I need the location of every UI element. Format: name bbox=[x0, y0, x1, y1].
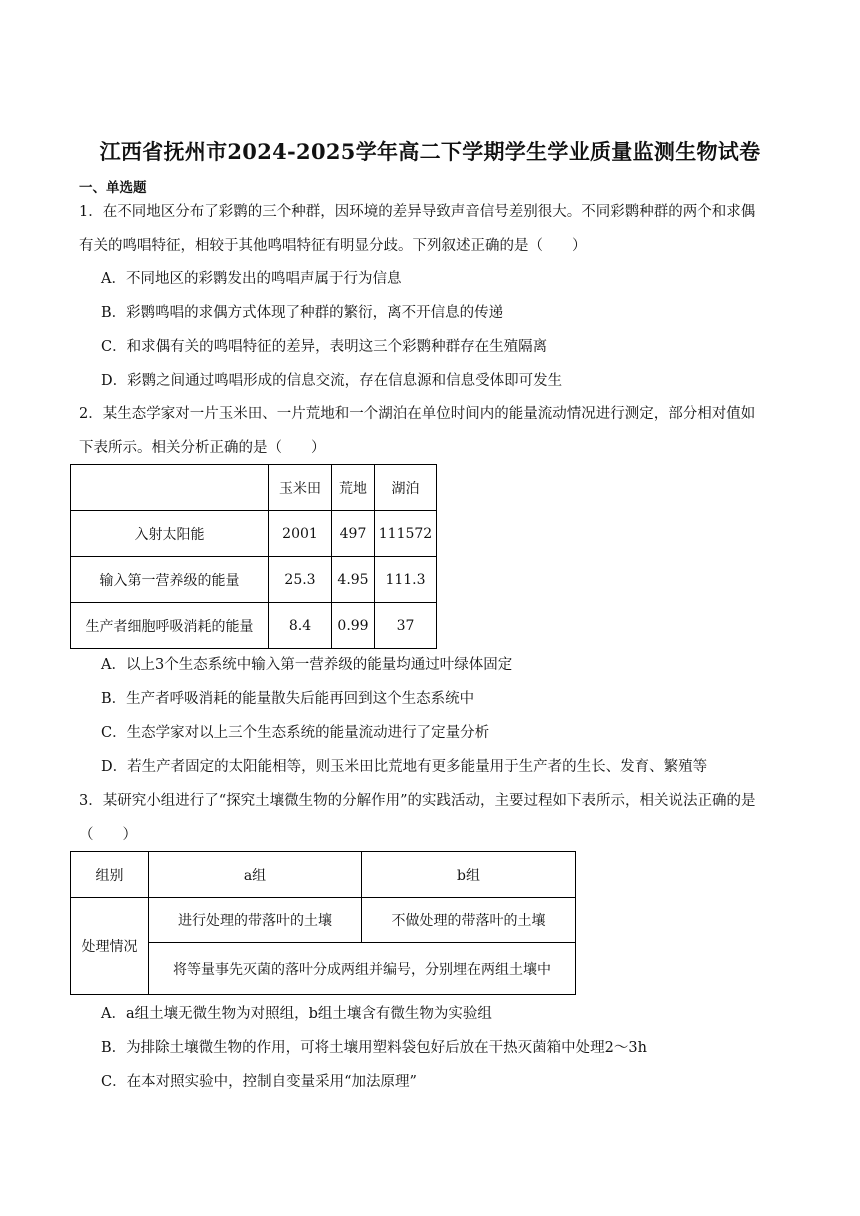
question-3-stem-line-2: （ ） bbox=[79, 827, 137, 843]
table-header-cell: 荒地 bbox=[332, 465, 375, 511]
question-2-option-a: A．以上3个生态系统中输入第一营养级的能量均通过叶绿体固定 bbox=[101, 657, 513, 673]
question-2-option-b: B．生产者呼吸消耗的能量散失后能再回到这个生态系统中 bbox=[101, 691, 475, 707]
table-header-cell: 湖泊 bbox=[375, 465, 437, 511]
question-1-stem-line-1: 1．在不同地区分布了彩鹮的三个种群，因环境的差异导致声音信号差别很大。不同彩鹮种群的两个和求偶 bbox=[79, 204, 756, 220]
section-heading: 一、单选题 bbox=[79, 180, 147, 196]
table-cell: 2001 bbox=[269, 511, 332, 557]
table-cell: 将等量事先灭菌的落叶分成两组并编号，分别埋在两组土壤中 bbox=[149, 943, 576, 995]
question-3-option-b: B．为排除土壤微生物的作用，可将土壤用塑料袋包好后放在干热灭菌箱中处理2～3h bbox=[101, 1040, 647, 1056]
document-title: 江西省抚州市2024-2025学年高二下学期学生学业质量监测生物试卷 bbox=[99, 139, 761, 164]
table-row-label: 输入第一营养级的能量 bbox=[71, 557, 269, 603]
table-cell: 8.4 bbox=[269, 603, 332, 649]
question-1-option-b: B．彩鹮鸣唱的求偶方式体现了种群的繁衍，离不开信息的传递 bbox=[101, 305, 504, 321]
table-header-cell: 玉米田 bbox=[269, 465, 332, 511]
table-cell: 37 bbox=[375, 603, 437, 649]
question-3-stem-line-1: 3．某研究小组进行了“探究土壤微生物的分解作用”的实践活动，主要过程如下表所示，相关说法正确的是 bbox=[79, 793, 756, 809]
question-2-stem-line-2: 下表所示。相关分析正确的是（ ） bbox=[79, 440, 326, 456]
table-row-label: 处理情况 bbox=[71, 898, 149, 995]
question-2-option-d: D．若生产者固定的太阳能相等，则玉米田比荒地有更多能量用于生产者的生长、发育、繁殖等 bbox=[101, 759, 708, 775]
question-1-option-c: C．和求偶有关的鸣唱特征的差异，表明这三个彩鹮种群存在生殖隔离 bbox=[101, 339, 548, 355]
table-cell: 497 bbox=[332, 511, 375, 557]
question-1-option-d: D．彩鹮之间通过鸣唱形成的信息交流，存在信息源和信息受体即可发生 bbox=[101, 373, 563, 389]
table-cell: 进行处理的带落叶的土壤 bbox=[149, 898, 362, 943]
table-row-label: 生产者细胞呼吸消耗的能量 bbox=[71, 603, 269, 649]
question-1-stem-line-2: 有关的鸣唱特征，相较于其他鸣唱特征有明显分歧。下列叙述正确的是（ ） bbox=[79, 238, 587, 254]
table-cell: 111572 bbox=[375, 511, 437, 557]
energy-flow-table bbox=[70, 464, 437, 649]
table-cell: 0.99 bbox=[332, 603, 375, 649]
question-3-option-c: C．在本对照实验中，控制自变量采用“加法原理” bbox=[101, 1074, 417, 1090]
table-cell: 25.3 bbox=[269, 557, 332, 603]
question-2-stem-line-1: 2．某生态学家对一片玉米田、一片荒地和一个湖泊在单位时间内的能量流动情况进行测定，部分相对值如 bbox=[79, 406, 756, 422]
table-header-cell bbox=[71, 465, 269, 511]
table-row-label: 入射太阳能 bbox=[71, 511, 269, 557]
experiment-table bbox=[70, 851, 576, 995]
table-header-cell: 组别 bbox=[71, 852, 149, 898]
table-cell: 4.95 bbox=[332, 557, 375, 603]
question-1-option-a: A．不同地区的彩鹮发出的鸣唱声属于行为信息 bbox=[101, 271, 402, 287]
question-3-option-a: A．a组土壤无微生物为对照组，b组土壤含有微生物为实验组 bbox=[101, 1006, 492, 1022]
table-header-cell: b组 bbox=[362, 852, 576, 898]
table-cell: 不做处理的带落叶的土壤 bbox=[362, 898, 576, 943]
question-2-option-c: C．生态学家对以上三个生态系统的能量流动进行了定量分析 bbox=[101, 725, 490, 741]
table-header-cell: a组 bbox=[149, 852, 362, 898]
table-cell: 111.3 bbox=[375, 557, 437, 603]
